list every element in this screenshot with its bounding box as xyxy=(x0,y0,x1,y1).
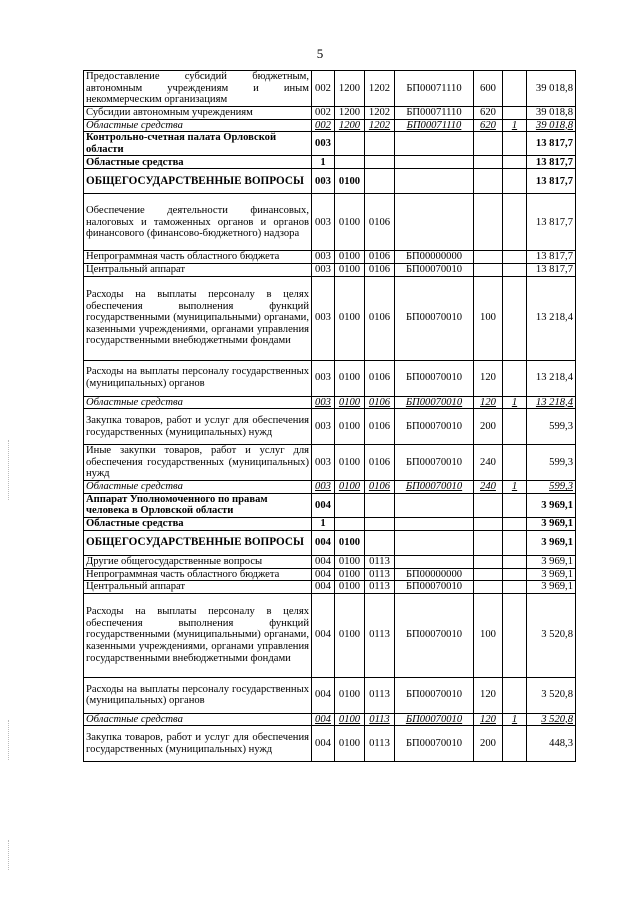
table-body xyxy=(84,71,576,762)
row-code-cell-c4: БП00070010 xyxy=(395,409,474,445)
table-row xyxy=(84,119,576,132)
row-code-cell-c1: 003 xyxy=(312,409,335,445)
table-row xyxy=(84,493,576,517)
row-code-cell-c5 xyxy=(474,517,503,530)
row-amount-cell: 3 969,1 xyxy=(527,530,576,555)
row-code-cell-c6 xyxy=(503,276,527,360)
row-amount-cell: 13 817,7 xyxy=(527,169,576,194)
row-code-cell-c6 xyxy=(503,581,527,594)
table-row xyxy=(84,555,576,568)
row-amount-cell: 3 969,1 xyxy=(527,493,576,517)
table-row xyxy=(84,713,576,726)
row-code-cell-c5: 120 xyxy=(474,396,503,409)
row-amount-cell: 3 969,1 xyxy=(527,555,576,568)
table-row xyxy=(84,251,576,264)
row-code-cell-c1: 004 xyxy=(312,555,335,568)
table-row xyxy=(84,568,576,581)
row-code-cell-c5: 120 xyxy=(474,677,503,713)
row-code-cell-c6 xyxy=(503,726,527,762)
row-code-cell-c2: 1200 xyxy=(335,119,365,132)
row-code-cell-c3: 0113 xyxy=(365,726,395,762)
row-code-cell-c1: 004 xyxy=(312,530,335,555)
row-code-cell-c2: 0100 xyxy=(335,360,365,396)
row-name-cell: Обеспечение деятельности финансовых, налоговых и таможенных органов и органов финансового (финансово-бюджетного) надзора xyxy=(84,194,312,251)
row-name-cell: Областные средства xyxy=(84,396,312,409)
row-code-cell-c1: 003 xyxy=(312,445,335,481)
row-code-cell-c1: 004 xyxy=(312,726,335,762)
row-code-cell-c6: 1 xyxy=(503,396,527,409)
table-row xyxy=(84,445,576,481)
row-amount-cell: 13 817,7 xyxy=(527,263,576,276)
row-code-cell-c5 xyxy=(474,581,503,594)
row-code-cell-c1: 003 xyxy=(312,251,335,264)
row-code-cell-c4: БП00070010 xyxy=(395,263,474,276)
row-code-cell-c5 xyxy=(474,493,503,517)
row-name-cell: Контрольно-счетная палата Орловской области xyxy=(84,132,312,156)
row-code-cell-c2: 0100 xyxy=(335,409,365,445)
row-code-cell-c6 xyxy=(503,71,527,107)
row-amount-cell: 599,3 xyxy=(527,481,576,494)
row-code-cell-c5: 600 xyxy=(474,71,503,107)
row-code-cell-c5 xyxy=(474,194,503,251)
row-amount-cell: 13 218,4 xyxy=(527,276,576,360)
row-name-cell: Областные средства xyxy=(84,517,312,530)
row-code-cell-c2: 0100 xyxy=(335,555,365,568)
row-code-cell-c5: 200 xyxy=(474,726,503,762)
row-code-cell-c2: 1200 xyxy=(335,107,365,120)
row-code-cell-c6 xyxy=(503,568,527,581)
row-code-cell-c3: 0113 xyxy=(365,593,395,677)
row-code-cell-c1: 004 xyxy=(312,493,335,517)
row-amount-cell: 13 817,7 xyxy=(527,156,576,169)
row-code-cell-c4: БП00000000 xyxy=(395,568,474,581)
row-code-cell-c6 xyxy=(503,593,527,677)
row-name-cell: Центральный аппарат xyxy=(84,263,312,276)
row-code-cell-c2 xyxy=(335,132,365,156)
row-amount-cell: 3 520,8 xyxy=(527,677,576,713)
row-code-cell-c3 xyxy=(365,132,395,156)
row-code-cell-c4: БП00070010 xyxy=(395,481,474,494)
row-code-cell-c6 xyxy=(503,517,527,530)
row-code-cell-c2 xyxy=(335,493,365,517)
table-row xyxy=(84,194,576,251)
row-code-cell-c3: 0106 xyxy=(365,409,395,445)
row-name-cell: Субсидии автономным учреждениям xyxy=(84,107,312,120)
table-row xyxy=(84,169,576,194)
row-code-cell-c3: 0106 xyxy=(365,360,395,396)
row-code-cell-c2: 1200 xyxy=(335,71,365,107)
row-code-cell-c3: 0106 xyxy=(365,194,395,251)
row-amount-cell: 599,3 xyxy=(527,409,576,445)
row-code-cell-c4: БП00070010 xyxy=(395,276,474,360)
table-row xyxy=(84,263,576,276)
row-code-cell-c5: 240 xyxy=(474,481,503,494)
row-amount-cell: 13 218,4 xyxy=(527,360,576,396)
row-name-cell: Расходы на выплаты персоналу государственных (муниципальных) органов xyxy=(84,677,312,713)
row-code-cell-c1: 004 xyxy=(312,677,335,713)
row-name-cell: Предоставление субсидий бюджетным, автономным учреждениям и иным некоммерческим организациям xyxy=(84,71,312,107)
row-code-cell-c4: БП00070010 xyxy=(395,593,474,677)
row-code-cell-c6 xyxy=(503,156,527,169)
row-code-cell-c6 xyxy=(503,360,527,396)
row-amount-cell: 3 520,8 xyxy=(527,713,576,726)
row-code-cell-c6 xyxy=(503,107,527,120)
row-code-cell-c4 xyxy=(395,169,474,194)
table-row xyxy=(84,530,576,555)
row-code-cell-c4: БП00071110 xyxy=(395,71,474,107)
row-code-cell-c3: 0113 xyxy=(365,581,395,594)
row-code-cell-c1: 003 xyxy=(312,263,335,276)
row-code-cell-c3: 0106 xyxy=(365,481,395,494)
row-code-cell-c1: 1 xyxy=(312,517,335,530)
row-code-cell-c3 xyxy=(365,156,395,169)
table-row xyxy=(84,593,576,677)
row-code-cell-c6 xyxy=(503,263,527,276)
row-code-cell-c5: 620 xyxy=(474,107,503,120)
row-code-cell-c2 xyxy=(335,156,365,169)
row-code-cell-c1: 002 xyxy=(312,107,335,120)
row-code-cell-c4 xyxy=(395,493,474,517)
row-code-cell-c4: БП00070010 xyxy=(395,360,474,396)
row-name-cell: Иные закупки товаров, работ и услуг для обеспечения государственных (муниципальных) нужд xyxy=(84,445,312,481)
row-code-cell-c4: БП00070010 xyxy=(395,677,474,713)
row-amount-cell: 3 969,1 xyxy=(527,568,576,581)
row-code-cell-c1: 003 xyxy=(312,194,335,251)
row-code-cell-c5: 120 xyxy=(474,713,503,726)
row-code-cell-c1: 004 xyxy=(312,568,335,581)
row-code-cell-c3 xyxy=(365,493,395,517)
row-code-cell-c6: 1 xyxy=(503,119,527,132)
row-code-cell-c3: 0113 xyxy=(365,677,395,713)
row-code-cell-c6 xyxy=(503,530,527,555)
table-row xyxy=(84,132,576,156)
row-code-cell-c2: 0100 xyxy=(335,251,365,264)
row-name-cell: Областные средства xyxy=(84,156,312,169)
row-code-cell-c4: БП00071110 xyxy=(395,119,474,132)
row-name-cell: Непрограммная часть областного бюджета xyxy=(84,251,312,264)
row-code-cell-c1: 003 xyxy=(312,276,335,360)
row-code-cell-c3 xyxy=(365,530,395,555)
row-code-cell-c5 xyxy=(474,169,503,194)
row-code-cell-c4 xyxy=(395,517,474,530)
row-code-cell-c6 xyxy=(503,132,527,156)
table-row xyxy=(84,156,576,169)
row-code-cell-c5 xyxy=(474,251,503,264)
page-number: 5 xyxy=(316,46,324,61)
row-code-cell-c2: 0100 xyxy=(335,726,365,762)
row-name-cell: Областные средства xyxy=(84,119,312,132)
row-code-cell-c5 xyxy=(474,263,503,276)
row-code-cell-c3 xyxy=(365,169,395,194)
row-amount-cell: 13 817,7 xyxy=(527,251,576,264)
table-row xyxy=(84,276,576,360)
margin-dots xyxy=(8,440,11,500)
row-code-cell-c4: БП00071110 xyxy=(395,107,474,120)
row-code-cell-c3: 1202 xyxy=(365,119,395,132)
row-code-cell-c5: 120 xyxy=(474,360,503,396)
row-amount-cell: 39 018,8 xyxy=(527,71,576,107)
row-code-cell-c5 xyxy=(474,555,503,568)
row-code-cell-c6 xyxy=(503,409,527,445)
row-code-cell-c3: 0106 xyxy=(365,396,395,409)
row-code-cell-c2: 0100 xyxy=(335,568,365,581)
row-code-cell-c6 xyxy=(503,493,527,517)
row-code-cell-c1: 004 xyxy=(312,713,335,726)
row-amount-cell: 448,3 xyxy=(527,726,576,762)
row-code-cell-c1: 004 xyxy=(312,581,335,594)
row-name-cell: Закупка товаров, работ и услуг для обеспечения государственных (муниципальных) нужд xyxy=(84,409,312,445)
row-code-cell-c5: 100 xyxy=(474,276,503,360)
row-code-cell-c1: 003 xyxy=(312,396,335,409)
row-code-cell-c6: 1 xyxy=(503,713,527,726)
table-row xyxy=(84,726,576,762)
row-name-cell: Другие общегосударственные вопросы xyxy=(84,555,312,568)
row-code-cell-c5 xyxy=(474,156,503,169)
row-code-cell-c3: 0113 xyxy=(365,713,395,726)
row-amount-cell: 13 817,7 xyxy=(527,132,576,156)
row-code-cell-c2: 0100 xyxy=(335,481,365,494)
row-code-cell-c3: 1202 xyxy=(365,71,395,107)
table-row xyxy=(84,71,576,107)
row-code-cell-c6: 1 xyxy=(503,481,527,494)
row-code-cell-c1: 1 xyxy=(312,156,335,169)
row-name-cell: Аппарат Уполномоченного по правам человека в Орловской области xyxy=(84,493,312,517)
row-amount-cell: 39 018,8 xyxy=(527,119,576,132)
budget-table xyxy=(83,70,576,762)
row-code-cell-c2: 0100 xyxy=(335,713,365,726)
row-amount-cell: 13 817,7 xyxy=(527,194,576,251)
row-code-cell-c4 xyxy=(395,156,474,169)
margin-dots xyxy=(8,840,11,870)
row-code-cell-c3: 0113 xyxy=(365,555,395,568)
row-code-cell-c5 xyxy=(474,568,503,581)
table-row xyxy=(84,581,576,594)
row-amount-cell: 13 218,4 xyxy=(527,396,576,409)
row-code-cell-c2: 0100 xyxy=(335,396,365,409)
row-amount-cell: 3 969,1 xyxy=(527,517,576,530)
row-amount-cell: 3 969,1 xyxy=(527,581,576,594)
row-code-cell-c1: 003 xyxy=(312,169,335,194)
row-code-cell-c6 xyxy=(503,677,527,713)
row-code-cell-c4: БП00070010 xyxy=(395,445,474,481)
row-name-cell: Непрограммная часть областного бюджета xyxy=(84,568,312,581)
row-code-cell-c3: 0106 xyxy=(365,251,395,264)
row-name-cell: Областные средства xyxy=(84,713,312,726)
row-code-cell-c1: 002 xyxy=(312,119,335,132)
row-code-cell-c4 xyxy=(395,555,474,568)
row-name-cell: Расходы на выплаты персоналу в целях обеспечения выполнения функций государственными (муниципальными) органами, казенными учреждениями, органами управления государственными внебюджетными фондами xyxy=(84,593,312,677)
row-code-cell-c1: 004 xyxy=(312,593,335,677)
row-code-cell-c2: 0100 xyxy=(335,263,365,276)
row-name-cell: Центральный аппарат xyxy=(84,581,312,594)
margin-dots xyxy=(8,720,11,760)
row-code-cell-c5: 100 xyxy=(474,593,503,677)
row-code-cell-c5: 200 xyxy=(474,409,503,445)
row-code-cell-c2: 0100 xyxy=(335,593,365,677)
row-code-cell-c4: БП00070010 xyxy=(395,713,474,726)
row-code-cell-c2: 0100 xyxy=(335,276,365,360)
row-code-cell-c2: 0100 xyxy=(335,445,365,481)
row-code-cell-c5 xyxy=(474,530,503,555)
table-row xyxy=(84,360,576,396)
row-name-cell: Расходы на выплаты персоналу в целях обеспечения выполнения функций государственными (муниципальными) органами, казенными учреждениями, органами управления государственными внебюджетными фондами xyxy=(84,276,312,360)
row-code-cell-c4 xyxy=(395,530,474,555)
row-name-cell: ОБЩЕГОСУДАРСТВЕННЫЕ ВОПРОСЫ xyxy=(84,169,312,194)
row-name-cell: Расходы на выплаты персоналу государственных (муниципальных) органов xyxy=(84,360,312,396)
row-code-cell-c5: 240 xyxy=(474,445,503,481)
row-code-cell-c3: 0106 xyxy=(365,276,395,360)
row-name-cell: ОБЩЕГОСУДАРСТВЕННЫЕ ВОПРОСЫ xyxy=(84,530,312,555)
row-code-cell-c1: 003 xyxy=(312,360,335,396)
row-code-cell-c6 xyxy=(503,555,527,568)
row-code-cell-c2: 0100 xyxy=(335,530,365,555)
row-code-cell-c2: 0100 xyxy=(335,169,365,194)
table-row xyxy=(84,409,576,445)
row-code-cell-c4: БП00070010 xyxy=(395,396,474,409)
row-code-cell-c3: 0106 xyxy=(365,263,395,276)
row-code-cell-c2: 0100 xyxy=(335,194,365,251)
row-amount-cell: 39 018,8 xyxy=(527,107,576,120)
row-code-cell-c6 xyxy=(503,169,527,194)
row-code-cell-c6 xyxy=(503,445,527,481)
row-code-cell-c3: 1202 xyxy=(365,107,395,120)
row-code-cell-c6 xyxy=(503,251,527,264)
row-code-cell-c4: БП00070010 xyxy=(395,581,474,594)
row-name-cell: Областные средства xyxy=(84,481,312,494)
row-name-cell: Закупка товаров, работ и услуг для обеспечения государственных (муниципальных) нужд xyxy=(84,726,312,762)
row-code-cell-c3: 0113 xyxy=(365,568,395,581)
row-code-cell-c4 xyxy=(395,194,474,251)
row-code-cell-c1: 003 xyxy=(312,132,335,156)
row-code-cell-c2: 0100 xyxy=(335,581,365,594)
row-code-cell-c2 xyxy=(335,517,365,530)
table-row xyxy=(84,677,576,713)
table-row xyxy=(84,481,576,494)
row-amount-cell: 3 520,8 xyxy=(527,593,576,677)
row-amount-cell: 599,3 xyxy=(527,445,576,481)
table-row xyxy=(84,517,576,530)
row-code-cell-c5: 620 xyxy=(474,119,503,132)
row-code-cell-c1: 003 xyxy=(312,481,335,494)
row-code-cell-c3 xyxy=(365,517,395,530)
row-code-cell-c1: 002 xyxy=(312,71,335,107)
table-row xyxy=(84,107,576,120)
row-code-cell-c3: 0106 xyxy=(365,445,395,481)
row-code-cell-c5 xyxy=(474,132,503,156)
row-code-cell-c4: БП00000000 xyxy=(395,251,474,264)
row-code-cell-c4 xyxy=(395,132,474,156)
row-code-cell-c4: БП00070010 xyxy=(395,726,474,762)
row-code-cell-c6 xyxy=(503,194,527,251)
table-row xyxy=(84,396,576,409)
row-code-cell-c2: 0100 xyxy=(335,677,365,713)
